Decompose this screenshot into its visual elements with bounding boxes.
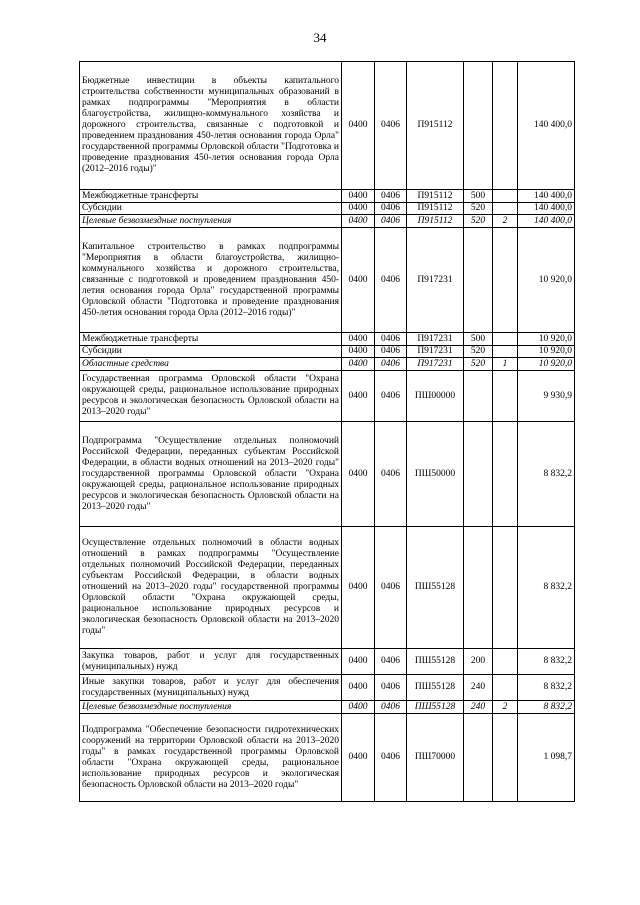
- row-sum: 9 930,9: [518, 371, 575, 422]
- row-csr: П915112: [407, 62, 464, 190]
- table-row: [80, 358, 575, 371]
- row-ist: 1: [493, 358, 518, 371]
- row-csr: ПШ55128: [407, 649, 464, 675]
- table-row: [80, 649, 575, 675]
- row-sum: 140 400,0: [518, 62, 575, 190]
- row-vr: [464, 371, 493, 422]
- row-name: Областные средства: [80, 358, 342, 371]
- table-row: [80, 215, 575, 228]
- row-ist: [493, 62, 518, 190]
- table-row: [80, 371, 575, 422]
- row-name: Субсидии: [80, 203, 342, 215]
- row-csr: ПШ00000: [407, 371, 464, 422]
- row-csr: ПШ55128: [407, 675, 464, 701]
- table-row: [80, 714, 575, 802]
- row-podrazdel: 0406: [375, 215, 407, 228]
- row-podrazdel: 0406: [375, 62, 407, 190]
- row-csr: П915112: [407, 190, 464, 203]
- row-podrazdel: 0406: [375, 346, 407, 358]
- row-name: Закупка товаров, работ и услуг для государственных (муниципальных) нужд: [80, 649, 342, 675]
- row-name: Межбюджетные трансферты: [80, 333, 342, 346]
- table-row: [80, 333, 575, 346]
- row-razdel: 0400: [342, 346, 375, 358]
- table-row: [80, 190, 575, 203]
- row-name: Подпрограмма "Осуществление отдельных полномочий Российской Федерации, переданных субъектам Российской Федерации, в области водных отношений на 2013–2020 годы" государственной программы Орловской области "Охрана окружающей среды, рациональное использование природных ресурсов и экологическая безопасность Орловской области на 2013–2020 годы": [80, 422, 342, 527]
- row-razdel: 0400: [342, 714, 375, 802]
- row-name: Государственная программа Орловской области "Охрана окружающей среды, рациональное использование природных ресурсов и экологическая безопасность Орловской области на 2013–2020 годы": [80, 371, 342, 422]
- row-razdel: 0400: [342, 371, 375, 422]
- row-podrazdel: 0406: [375, 228, 407, 333]
- row-sum: 10 920,0: [518, 346, 575, 358]
- row-podrazdel: 0406: [375, 649, 407, 675]
- row-csr: П917231: [407, 358, 464, 371]
- row-sum: 140 400,0: [518, 215, 575, 228]
- row-name: Иные закупки товаров, работ и услуг для обеспечения государственных (муниципальных) нужд: [80, 675, 342, 701]
- budget-table-body: [80, 62, 575, 802]
- row-vr: [464, 527, 493, 649]
- row-vr: 520: [464, 358, 493, 371]
- row-sum: 10 920,0: [518, 358, 575, 371]
- row-ist: [493, 228, 518, 333]
- row-ist: [493, 190, 518, 203]
- row-vr: 200: [464, 649, 493, 675]
- row-podrazdel: 0406: [375, 714, 407, 802]
- row-csr: П915112: [407, 215, 464, 228]
- row-ist: [493, 422, 518, 527]
- row-vr: 240: [464, 675, 493, 701]
- row-name: Целевые безвозмездные поступления: [80, 215, 342, 228]
- row-razdel: 0400: [342, 701, 375, 714]
- row-sum: 140 400,0: [518, 190, 575, 203]
- row-csr: ПШ55128: [407, 701, 464, 714]
- row-ist: [493, 371, 518, 422]
- page-number: 34: [313, 30, 327, 45]
- row-razdel: 0400: [342, 203, 375, 215]
- row-vr: 520: [464, 203, 493, 215]
- row-sum: 8 832,2: [518, 527, 575, 649]
- row-ist: [493, 203, 518, 215]
- row-ist: [493, 714, 518, 802]
- row-csr: П917231: [407, 346, 464, 358]
- row-vr: 520: [464, 346, 493, 358]
- row-razdel: 0400: [342, 228, 375, 333]
- row-vr: 500: [464, 333, 493, 346]
- row-csr: П915112: [407, 203, 464, 215]
- row-razdel: 0400: [342, 527, 375, 649]
- row-vr: 500: [464, 190, 493, 203]
- row-csr: П917231: [407, 333, 464, 346]
- row-ist: [493, 333, 518, 346]
- row-sum: 8 832,2: [518, 701, 575, 714]
- row-csr: ПШ50000: [407, 422, 464, 527]
- row-csr: ПШ70000: [407, 714, 464, 802]
- row-razdel: 0400: [342, 422, 375, 527]
- row-razdel: 0400: [342, 215, 375, 228]
- row-razdel: 0400: [342, 675, 375, 701]
- row-ist: [493, 649, 518, 675]
- table-row: [80, 675, 575, 701]
- row-name: Бюджетные инвестиции в объекты капитального строительства собственности муниципальных образований в рамках подпрограммы "Мероприятия в области благоустройства, жилищно-коммунального хозяйства и дорожного строительства, связанные с подготовкой и проведением празднования 450-летия основания города Орла" государственной программы Орловской области "Подготовка и проведение празднования 450-летия основания города Орла (2012–2016 годы)": [80, 62, 342, 190]
- row-podrazdel: 0406: [375, 358, 407, 371]
- row-razdel: 0400: [342, 358, 375, 371]
- table-row: [80, 422, 575, 527]
- row-vr: [464, 228, 493, 333]
- row-podrazdel: 0406: [375, 333, 407, 346]
- row-podrazdel: 0406: [375, 527, 407, 649]
- row-podrazdel: 0406: [375, 190, 407, 203]
- row-podrazdel: 0406: [375, 422, 407, 527]
- table-row: [80, 62, 575, 190]
- row-name: Капитальное строительство в рамках подпрограммы "Мероприятия в области благоустройства, жилищно-коммунального хозяйства и дорожного строительства, связанные с подготовкой и проведением празднования 450-летия основания города Орла" государственной программы Орловской области "Подготовка и проведение празднования 450-летия основания города Орла (2012–2016 годы)": [80, 228, 342, 333]
- row-name: Осуществление отдельных полномочий в области водных отношений в рамках подпрограммы "Осуществление отдельных полномочий Российской Федерации, переданных субъектам Российской Федерации, в области водных отношений на 2013–2020 годы" государственной программы Орловской области "Охрана окружающей среды, рациональное использование природных ресурсов и экологическая безопасность Орловской области на 2013–2020 годы": [80, 527, 342, 649]
- row-ist: 2: [493, 215, 518, 228]
- row-razdel: 0400: [342, 62, 375, 190]
- row-csr: П917231: [407, 228, 464, 333]
- row-vr: [464, 714, 493, 802]
- row-sum: 8 832,2: [518, 649, 575, 675]
- row-name: Субсидии: [80, 346, 342, 358]
- row-sum: 8 832,2: [518, 422, 575, 527]
- row-podrazdel: 0406: [375, 203, 407, 215]
- row-vr: [464, 62, 493, 190]
- row-csr: ПШ55128: [407, 527, 464, 649]
- table-row: [80, 203, 575, 215]
- row-podrazdel: 0406: [375, 371, 407, 422]
- row-sum: 140 400,0: [518, 203, 575, 215]
- row-podrazdel: 0406: [375, 675, 407, 701]
- row-sum: 10 920,0: [518, 228, 575, 333]
- table-row: [80, 527, 575, 649]
- row-ist: [493, 675, 518, 701]
- row-sum: 10 920,0: [518, 333, 575, 346]
- row-razdel: 0400: [342, 333, 375, 346]
- row-ist: [493, 527, 518, 649]
- row-razdel: 0400: [342, 649, 375, 675]
- table-row: [80, 701, 575, 714]
- row-sum: 1 098,7: [518, 714, 575, 802]
- row-name: Целевые безвозмездные поступления: [80, 701, 342, 714]
- table-row: [80, 346, 575, 358]
- table-row: [80, 228, 575, 333]
- row-ist: 2: [493, 701, 518, 714]
- row-podrazdel: 0406: [375, 701, 407, 714]
- row-ist: [493, 346, 518, 358]
- row-razdel: 0400: [342, 190, 375, 203]
- row-sum: 8 832,2: [518, 675, 575, 701]
- row-name: Подпрограмма "Обеспечение безопасности гидротехнических сооружений на территории Орловской области на 2013–2020 годы" в рамках государственной программы Орловской области "Охрана окружающей среды, рациональное использование природных ресурсов и экологическая безопасность Орловской области на 2013–2020 годы": [80, 714, 342, 802]
- budget-table: [79, 61, 575, 802]
- row-name: Межбюджетные трансферты: [80, 190, 342, 203]
- row-vr: 240: [464, 701, 493, 714]
- row-vr: [464, 422, 493, 527]
- row-vr: 520: [464, 215, 493, 228]
